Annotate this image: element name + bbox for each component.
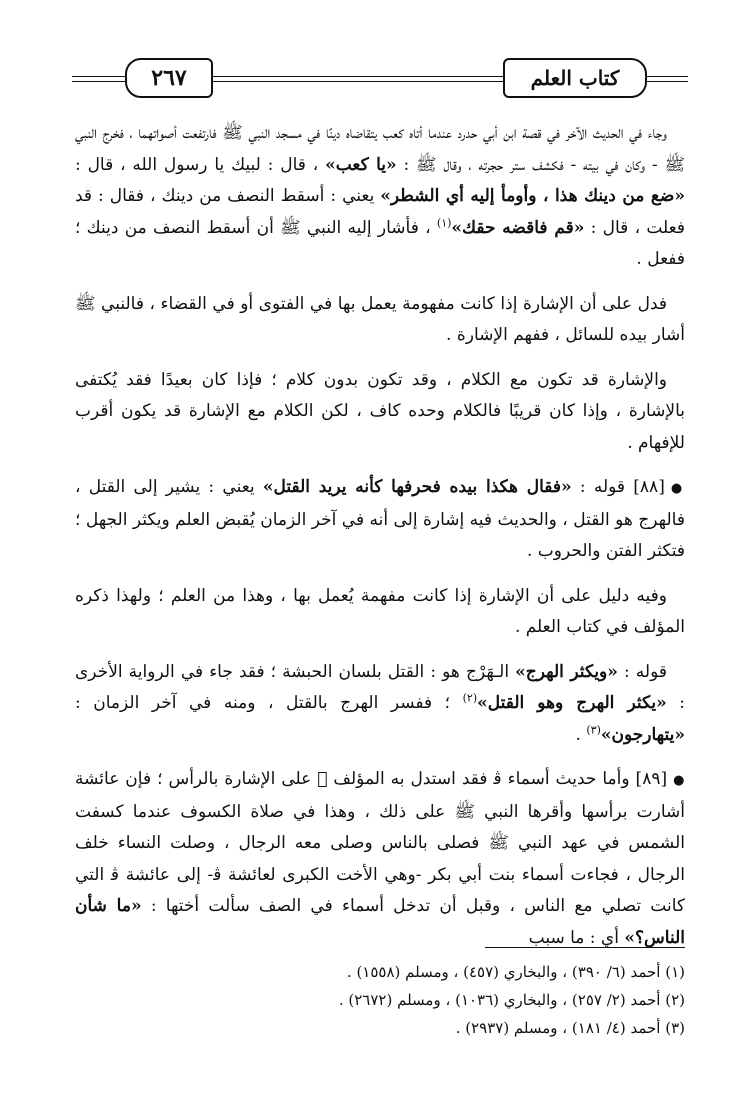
quote-bold: «يكثر الهرج وهو القتل» (477, 693, 667, 713)
text-run: [٨٩] وأما حديث أسماء ﭬ فقد استدل به المؤلف ﷬ على الإشارة بالرأس ؛ فإن عائشة أشارت برأسها وأقرها النبي ﷺ على ذلك ، وهذا في صلاة الكسوف عندما كسفت الشمس في عهد النبي ﷺ فصلى بالناس وصلى معه الرجال ، وصلت النساء خلف الرجال ، فجاءت أسماء بنت أبي بكر -وهي الأخت الكبرى لعائشة ﭬ- إلى عائشة ﭬ التي كانت تصلي مع الناس ، وقبل أن تدخل أسماء في الصف سألت أختها : (75, 769, 685, 916)
bullet-icon: ● (670, 481, 686, 496)
quote-bold: «فقال هكذا بيده فحرفها كأنه يريد القتل» (262, 477, 572, 497)
bullet-icon: ● (673, 773, 686, 788)
page-number: ٢٦٧ (125, 58, 213, 98)
footnote-ref-1: (١) (436, 215, 452, 229)
footnote-ref-3: (٣) (586, 722, 601, 736)
quote-bold: «يا كعب» (325, 154, 397, 175)
text-run: ، فأشار إليه النبي ﷺ أن أسقط النصف من دينك ؛ ففعل . (75, 217, 685, 269)
footnote-2: (٢) أحمد (٢/ ٢٥٧) ، والبخاري (١٠٣٦) ، ومسلم (٢٦٧٢) . (338, 991, 685, 1009)
text-run: وجاء في الحديث الآخر في قصة ابن أبي حدرد عندما أتاه كعب يتقاضاه دينًا في مسجد النبي ﷺ فارتفعت أصواتهما ، فخرج النبي ﷺ - وكان في بيته - فكشف ستر حجرته ، وقال ﷺ : (75, 123, 685, 175)
text-run: يعني : يشير إلى القتل ، فالهرج هو القتل ، والحديث فيه إشارة إلى أنه في آخر الزمان يُقبض العلم ويكثر الجهل ؛ فتكثر الفتن والحروب . (75, 477, 685, 561)
footnote-1: (١) أحمد (٦/ ٣٩٠) ، والبخاري (٤٥٧) ، ومسلم (١٥٥٨) . (346, 963, 685, 981)
body-text (75, 118, 685, 967)
paragraph-6 (75, 657, 685, 752)
running-title: كتاب العلم (503, 58, 647, 98)
footnote-ref-2: (٢) (462, 691, 478, 705)
text-run: أي : ما سبب (528, 927, 625, 948)
quote-bold: «يتهارجون» (600, 724, 685, 745)
quote-bold: «ويكثر الهرج» (515, 661, 618, 682)
text-run: . (575, 724, 587, 745)
text-run: [٨٨] قوله : (571, 477, 665, 497)
footnote-separator (485, 947, 685, 948)
paragraph-1 (75, 118, 685, 276)
quote-bold: «ما شأن الناس؟» (75, 896, 685, 948)
footnotes (75, 958, 685, 1042)
paragraph-4 (75, 472, 685, 568)
text-run: الـهَرْج هو : القتل بلسان الحبشة ؛ فقد جاء في الرواية الأخرى : (75, 661, 685, 713)
quote-bold: «قم فاقضه حقك» (451, 217, 585, 238)
text-run: قوله : (617, 661, 667, 682)
text-run: ، قال : لبيك يا رسول الله ، قال : (75, 154, 326, 175)
quote-bold: «ضع من دينك هذا ، وأومأ إليه أي الشطر» (380, 186, 685, 206)
paragraph-7 (75, 764, 685, 954)
text-run: ؛ ففسر الهرج بالقتل ، ومنه في آخر الزمان : (75, 693, 463, 713)
footnote-3: (٣) أحمد (٤/ ١٨١) ، ومسلم (٢٩٣٧) . (455, 1019, 685, 1037)
paragraph-3: والإشارة قد تكون مع الكلام ، وقد تكون بدون كلام ؛ فإذا كان بعيدًا فقد يُكتفى بالإشارة ، وإذا كان قريبًا فالكلام وحده كاف ، لكن الكلام مع الإشارة قد يكون أقرب للإفهام . (75, 369, 685, 453)
paragraph-2: فدل على أن الإشارة إذا كانت مفهومة يعمل بها في الفتوى أو في القضاء ، فالنبي ﷺ أشار بيده للسائل ، ففهم الإشارة . (75, 293, 685, 345)
paragraph-5: وفيه دليل على أن الإشارة إذا كانت مفهمة يُعمل بها ، وهذا من العلم ؛ ولهذا ذكره المؤلف في كتاب العلم . (75, 585, 685, 637)
text-run: يعني : أسقط النصف من دينك ، فقال : قد فعلت ، قال : (75, 186, 685, 238)
